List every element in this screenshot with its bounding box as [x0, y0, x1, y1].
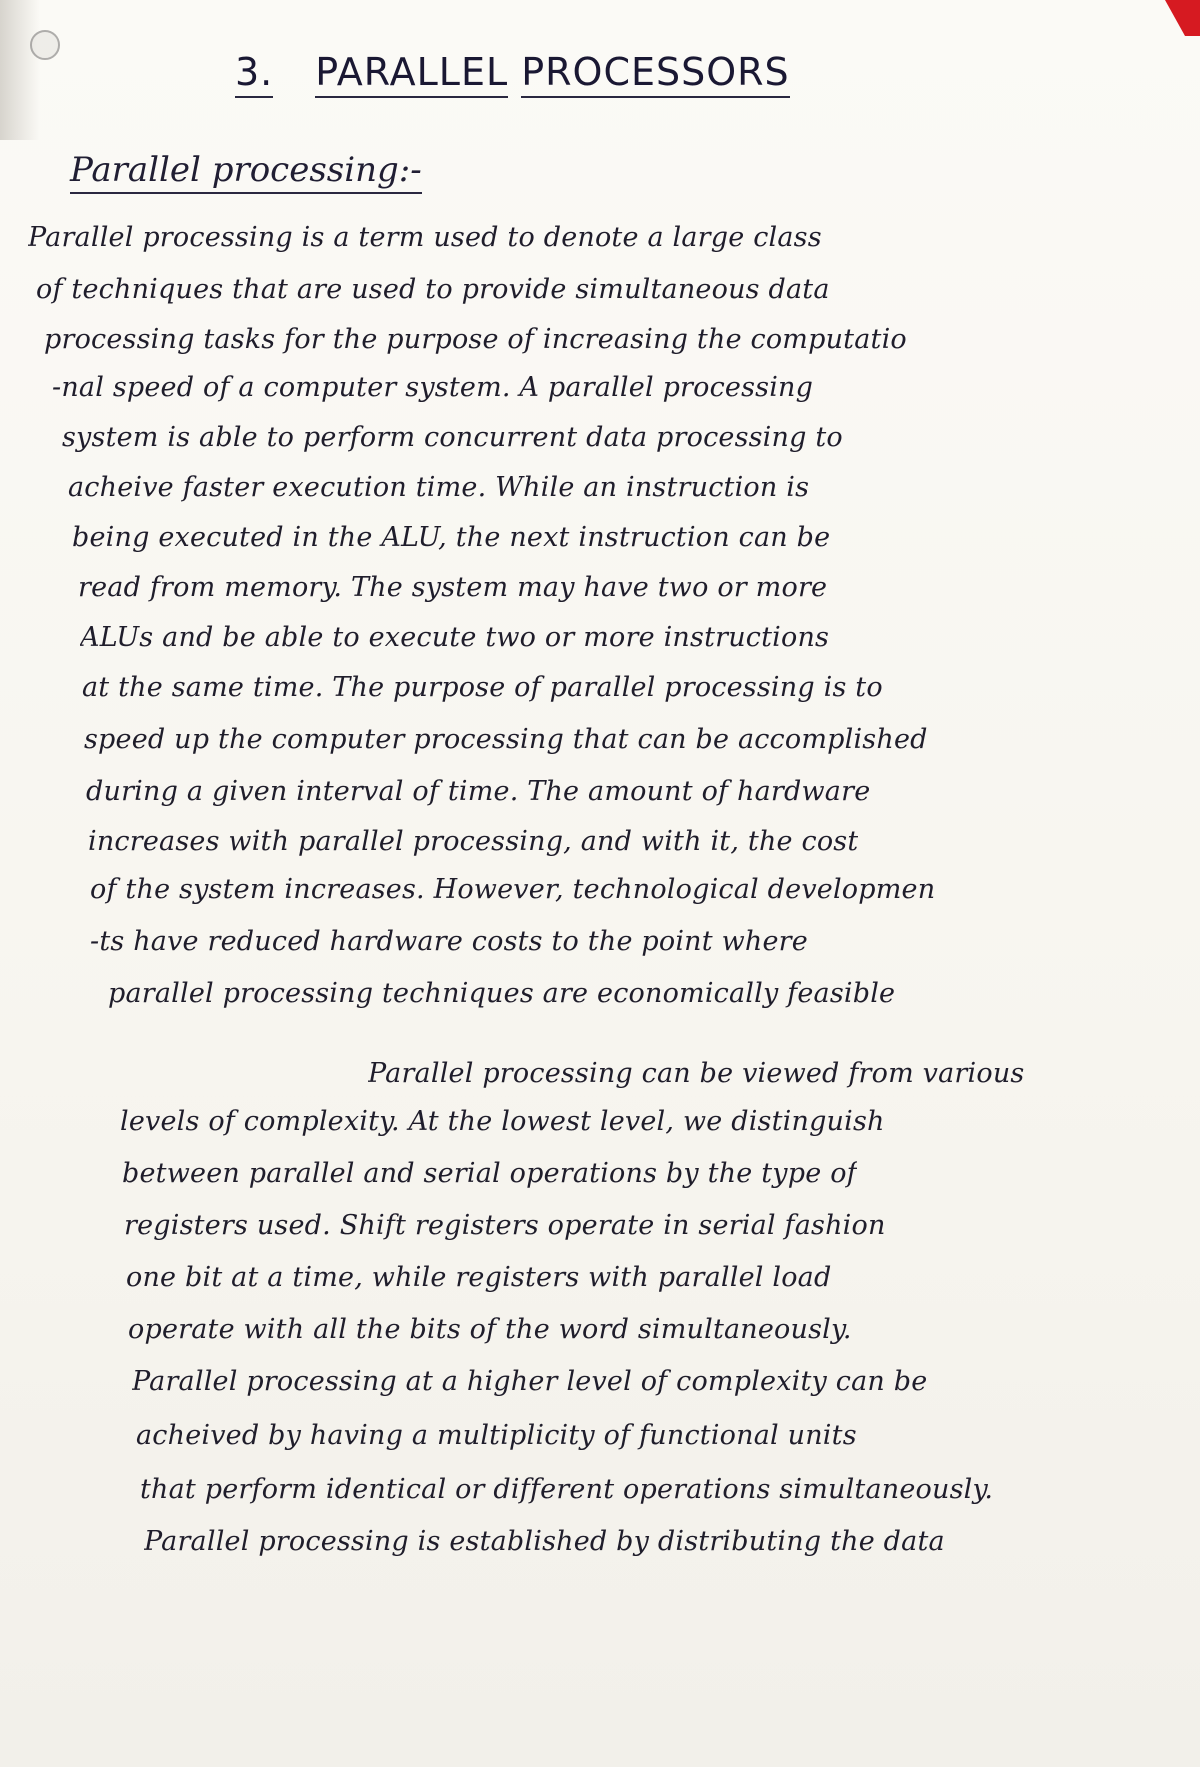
text-line: registers used. Shift registers operate in serial fashion: [124, 1210, 886, 1241]
text-line: at the same time. The purpose of parallel processing is to: [82, 672, 883, 703]
text-line: parallel processing techniques are economically feasible: [108, 978, 896, 1009]
text-line: one bit at a time, while registers with parallel load: [126, 1262, 832, 1293]
title-word-parallel: PARALLEL: [315, 50, 508, 98]
title-word-processors: PROCESSORS: [521, 50, 789, 98]
page-title: [235, 50, 790, 98]
page-shadow: [0, 0, 40, 140]
text-line: -nal speed of a computer system. A parallel processing: [52, 372, 814, 403]
text-line: system is able to perform concurrent data processing to: [62, 422, 843, 453]
text-line: between parallel and serial operations by the type of: [122, 1158, 857, 1189]
text-line: that perform identical or different operations simultaneously.: [140, 1474, 994, 1505]
text-line: ALUs and be able to execute two or more instructions: [80, 622, 830, 653]
heading-text: Parallel processing:-: [70, 150, 422, 194]
section-number: 3.: [235, 50, 273, 98]
text-line: levels of complexity. At the lowest level, we distinguish: [120, 1106, 885, 1137]
punch-hole: [30, 30, 60, 60]
text-line: operate with all the bits of the word simultaneously.: [128, 1314, 852, 1345]
text-line: Parallel processing can be viewed from various: [368, 1058, 1025, 1089]
text-line: being executed in the ALU, the next instruction can be: [72, 522, 831, 553]
text-line: acheive faster execution time. While an instruction is: [68, 472, 810, 503]
text-line: during a given interval of time. The amount of hardware: [86, 776, 871, 807]
text-line: -ts have reduced hardware costs to the point where: [90, 926, 808, 957]
text-line: of the system increases. However, technological developmen: [90, 874, 936, 905]
text-line: Parallel processing is established by distributing the data: [144, 1526, 945, 1557]
text-line: of techniques that are used to provide simultaneous data: [36, 274, 830, 305]
text-line: speed up the computer processing that can be accomplished: [84, 724, 928, 755]
text-line: Parallel processing is a term used to denote a large class: [28, 222, 822, 253]
section-heading: [70, 150, 422, 190]
text-line: acheived by having a multiplicity of functional units: [136, 1420, 857, 1451]
text-line: Parallel processing at a higher level of complexity can be: [132, 1366, 928, 1397]
red-corner-marker: [1150, 0, 1200, 36]
text-line: processing tasks for the purpose of increasing the computatio: [44, 324, 907, 355]
text-line: read from memory. The system may have two or more: [78, 572, 828, 603]
title-text: [315, 50, 789, 94]
text-line: increases with parallel processing, and with it, the cost: [88, 826, 859, 857]
